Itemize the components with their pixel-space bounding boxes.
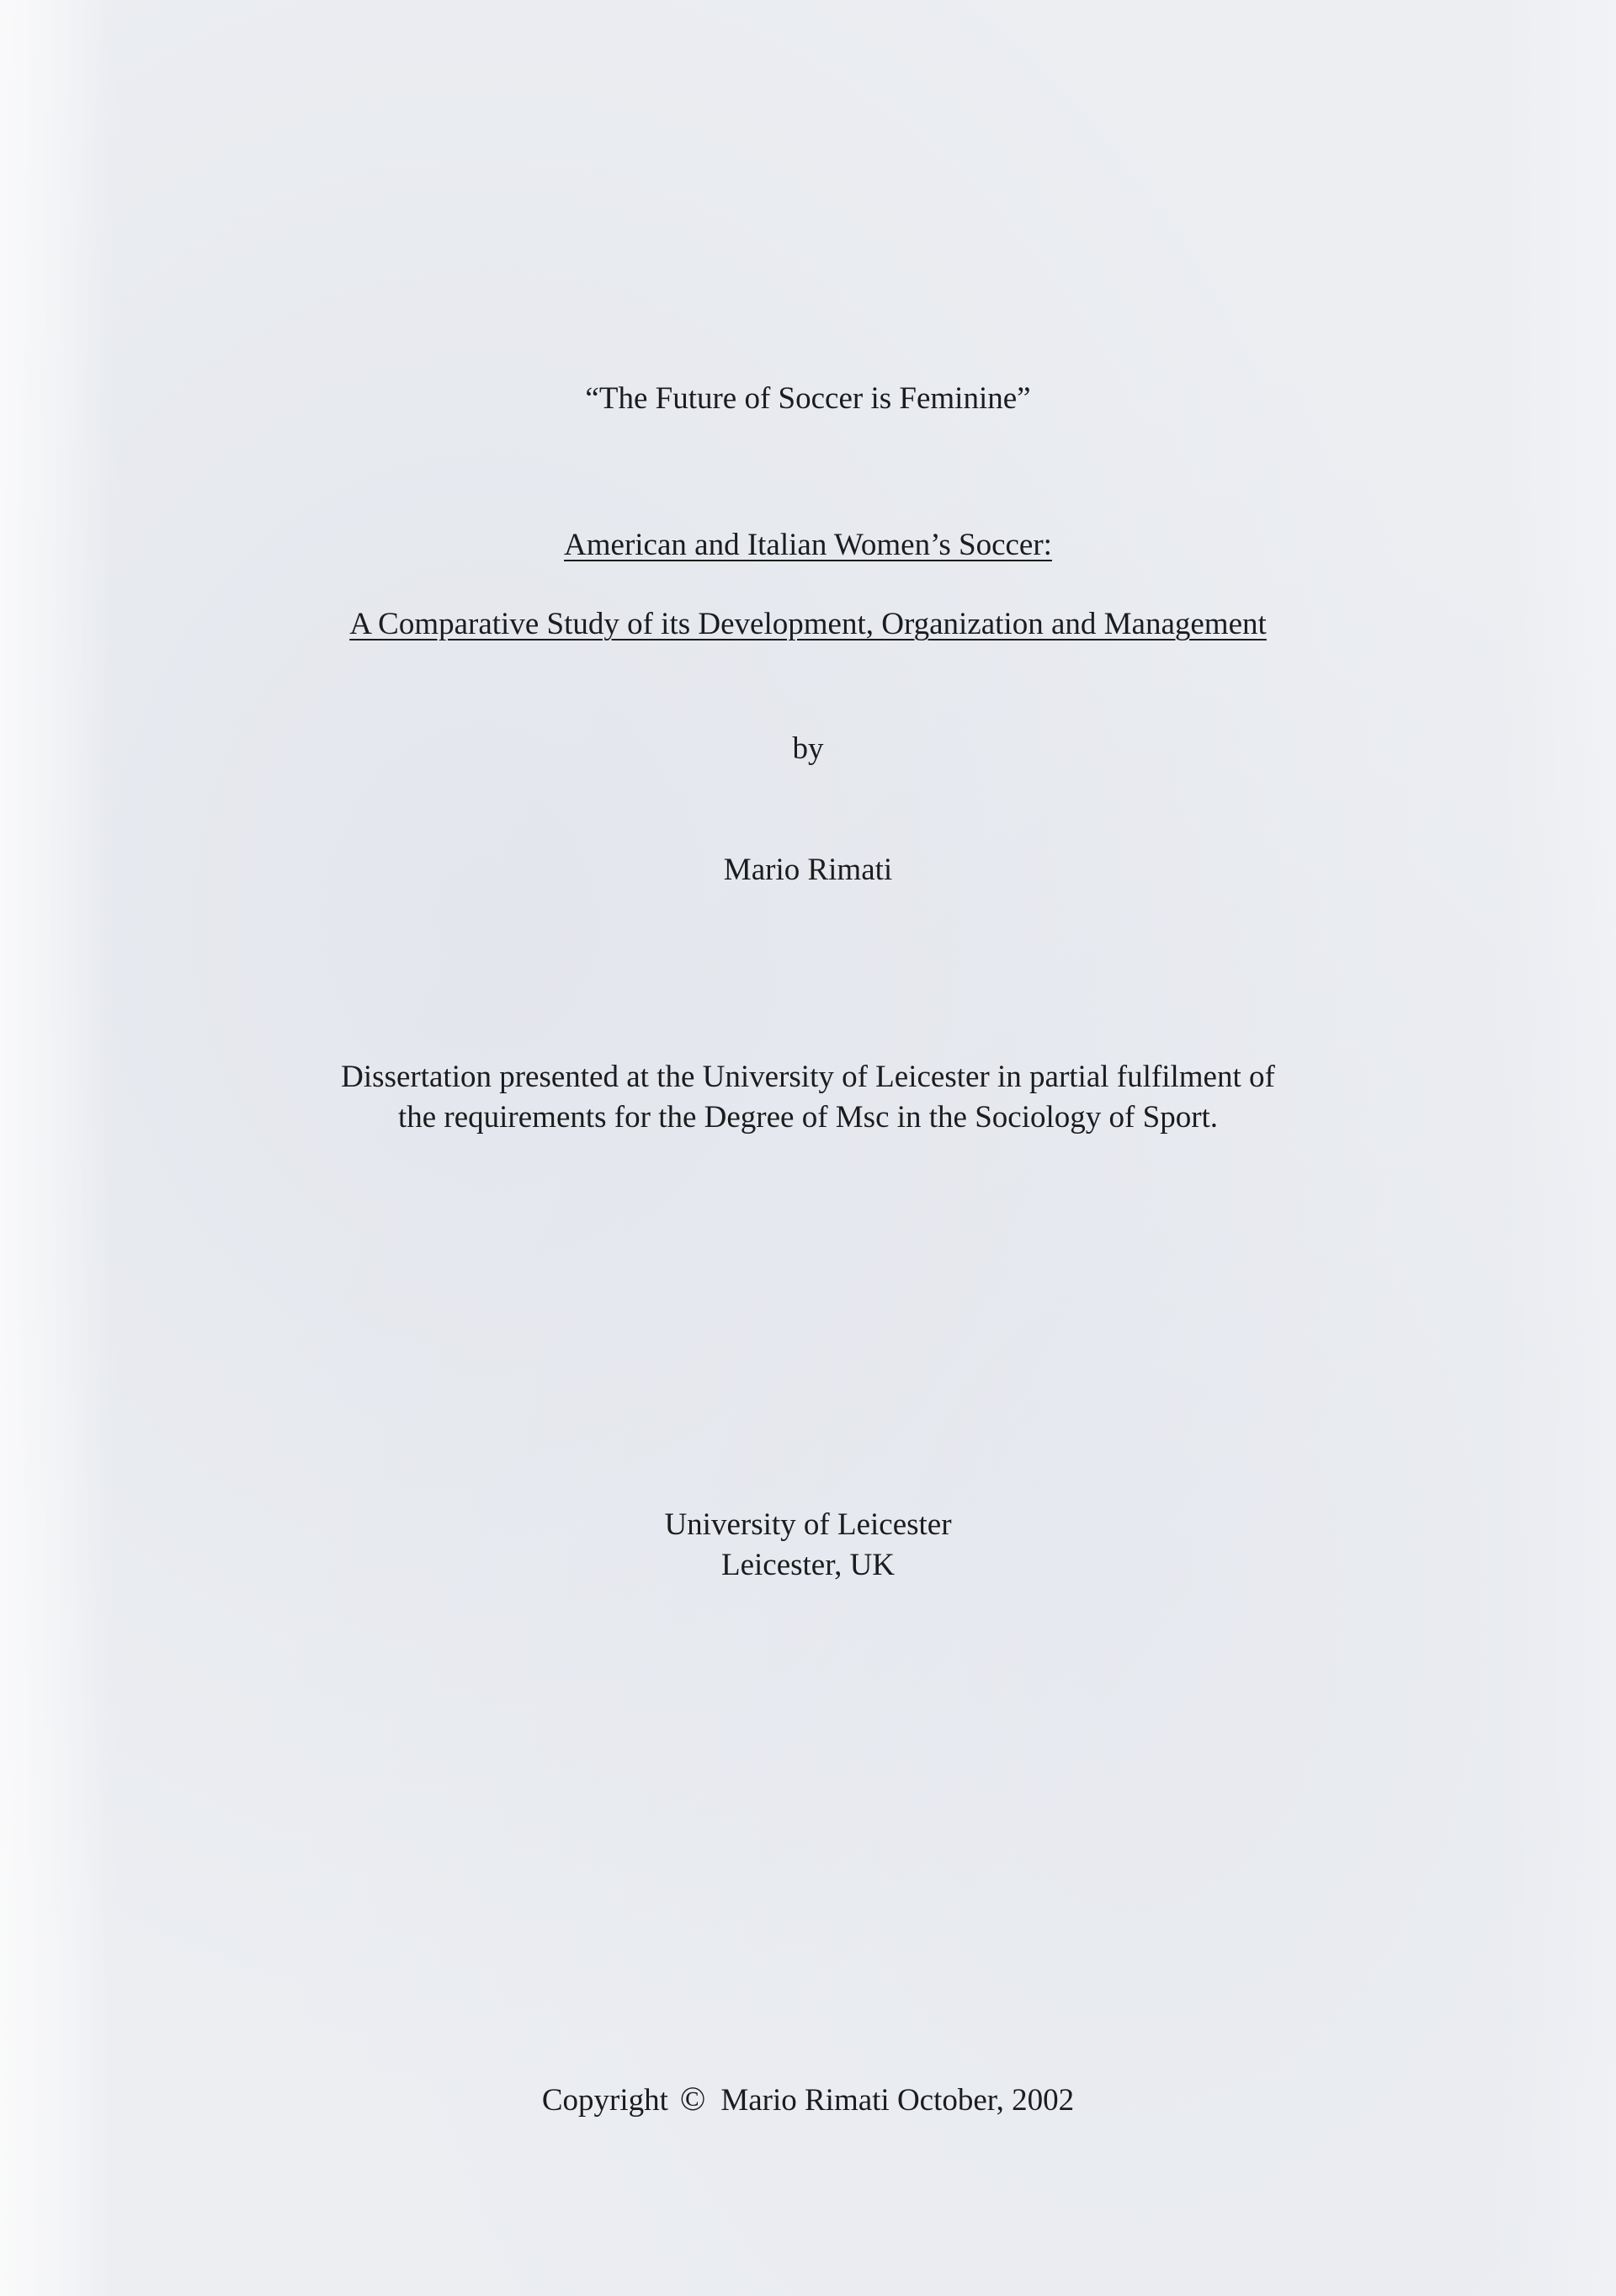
title-line-2-text: A Comparative Study of its Development, Organization and Management bbox=[349, 607, 1267, 641]
description-line-1: Dissertation presented at the University of Leicester in partial fulfilment of bbox=[341, 1060, 1275, 1094]
by-label: by bbox=[792, 731, 824, 766]
copyright-holder: Mario Rimati October, 2002 bbox=[720, 2083, 1075, 2118]
description-line-2: the requirements for the Degree of Msc in the Sociology of Sport. bbox=[397, 1100, 1219, 1135]
institution: University of Leicester bbox=[664, 1507, 952, 1542]
copyright-icon: © bbox=[679, 2080, 706, 2118]
quote-title: “The Future of Soccer is Feminine” bbox=[585, 381, 1031, 416]
copyright-label: Copyright bbox=[541, 2083, 668, 2118]
title-line-2 bbox=[0, 606, 1616, 643]
title-line-1-text: American and Italian Women’s Soccer: bbox=[564, 528, 1052, 562]
location: Leicester, UK bbox=[720, 1548, 896, 1582]
page-edge-shading bbox=[0, 0, 109, 2296]
copyright-line bbox=[0, 2081, 1616, 2119]
title-line-1 bbox=[0, 527, 1616, 564]
author-name: Mario Rimati bbox=[723, 853, 893, 887]
